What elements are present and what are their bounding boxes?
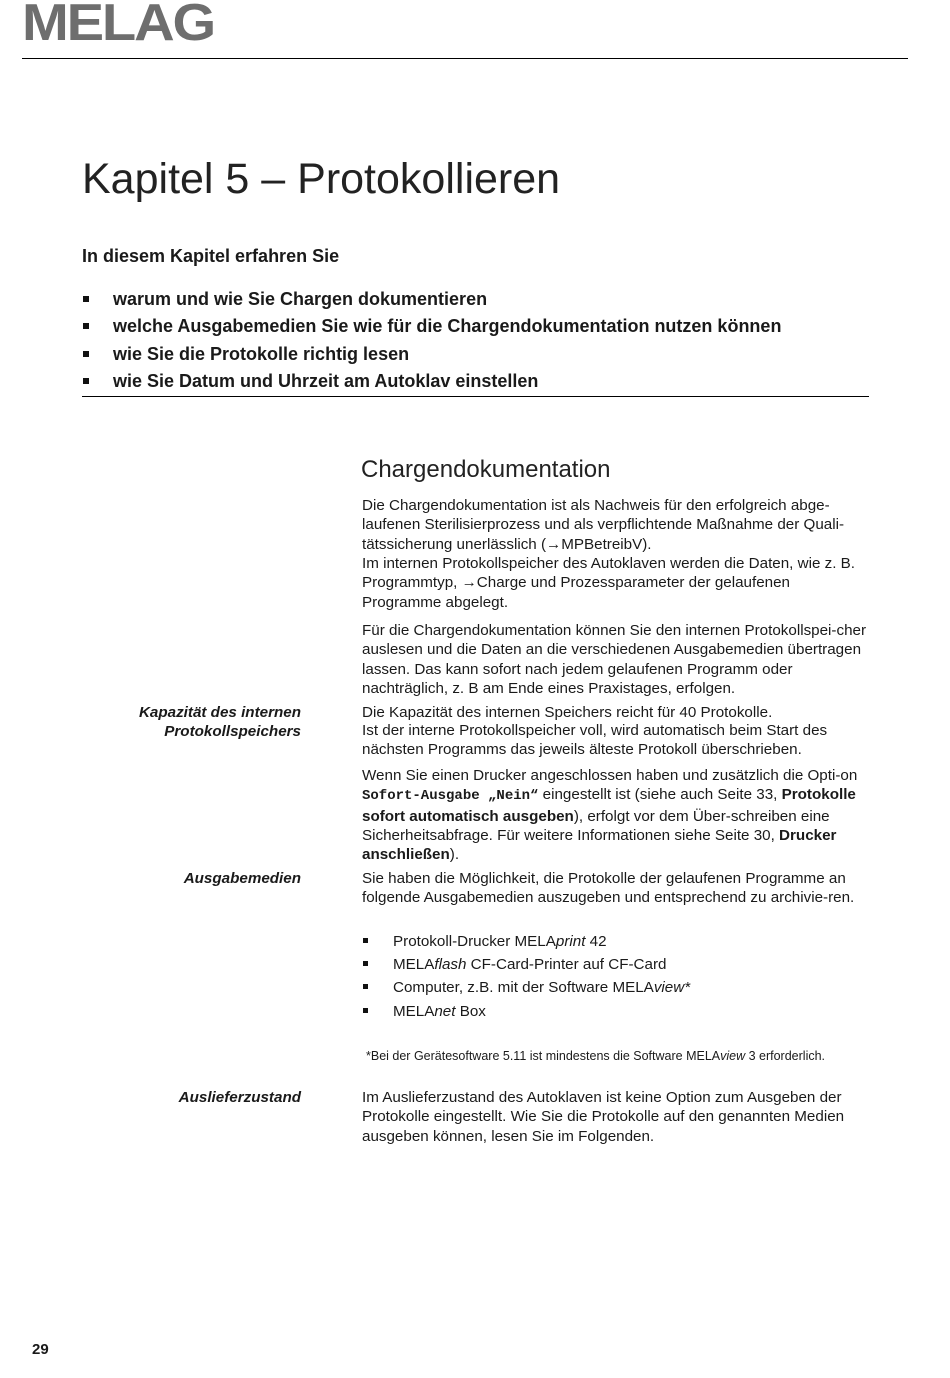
option-code: Sofort-Ausgabe „Nein“ [362, 788, 539, 805]
media-list-item: MELAflash CF-Card-Printer auf CF-Card [362, 953, 690, 976]
header-divider [22, 58, 908, 59]
intro-list-item: warum und wie Sie Chargen dokumentieren [82, 286, 781, 313]
section-paragraph-3: Für die Chargendokumentation können Sie den internen Protokollspei-cher auslesen und die Daten an die verschiedenen Ausgabemedien übertragen lassen. Das kann sofort nach jedem gelaufenen Programm oder nachträglich, z. B am Ende eines Praxistages, erfolgen. [362, 622, 867, 697]
delivery-paragraph: Im Auslieferzustand des Autoklaven ist keine Option zum Ausgeben der Protokolle eingestellt. Wie Sie die Protokolle auf den genannten Medien ausgeben können, lesen Sie im Folgenden. [362, 1089, 845, 1145]
square-bullet-icon [363, 1008, 368, 1013]
media-list-item: Protokoll-Drucker MELAprint 42 [362, 930, 690, 953]
capacity-paragraph-2: Ist der interne Protokollspeicher voll, wird automatisch beim Start des nächsten Programms das jeweils älteste Protokoll überschrieben. [362, 722, 828, 759]
capacity-paragraph-3: Wenn Sie einen Drucker angeschlossen haben und zusätzlich die Opti-on Sofort-Ausgabe „Nein“ eingestellt ist (siehe auch Seite 33, Protokolle sofort automatisch ausgeben), erfolgt vor dem Über-schreiben eine Sicherheitsabfrage. Für weitere Informationen siehe Seite 30, Drucker anschließen). [362, 767, 858, 864]
square-bullet-icon [83, 296, 89, 302]
intro-heading: In diesem Kapitel erfahren Sie [82, 246, 340, 266]
media-list-item: MELAnet Box [362, 1000, 690, 1023]
cross-reference: Protokolle sofort automatisch ausgeben [362, 786, 856, 825]
melag-logo: MELAG [22, 0, 214, 52]
intro-list-item: welche Ausgabemedien Sie wie für die Chargendokumentation nutzen können [82, 313, 781, 340]
section-paragraph-1: Die Chargendokumentation ist als Nachweis für den erfolgreich abge-laufenen Sterilisierprozess und als verpflichtende Maßnahme der Quali-tätssicherung unerlässlich (→MPBetreibV). [362, 497, 845, 553]
square-bullet-icon [363, 984, 368, 989]
media-label: Ausgabemedien [183, 870, 301, 887]
square-bullet-icon [363, 938, 368, 943]
media-list-item: Computer, z.B. mit der Software MELAview* [362, 976, 690, 999]
capacity-paragraph-1: Die Kapazität des internen Speichers reicht für 40 Protokolle. [362, 704, 773, 721]
section-paragraph-2: Im internen Protokollspeicher des Autoklaven werden die Daten, wie z. B. Programmtyp, →Charge und Prozessparameter der gelaufenen Programme abgelegt. [362, 555, 856, 611]
footnote: *Bei der Gerätesoftware 5.11 ist mindestens die Software MELAview 3 erforderlich. [366, 1049, 826, 1063]
section-title: Chargendokumentation [361, 456, 611, 483]
square-bullet-icon [83, 323, 89, 329]
square-bullet-icon [363, 961, 368, 966]
intro-list [82, 286, 781, 395]
intro-list-item: wie Sie die Protokolle richtig lesen [82, 341, 781, 368]
media-intro: Sie haben die Möglichkeit, die Protokolle der gelaufenen Programme an folgende Ausgabemedien auszugeben und entsprechend zu archivie-ren. [362, 870, 855, 907]
square-bullet-icon [83, 378, 89, 384]
capacity-label: Kapazität des internen Protokollspeichers [138, 704, 301, 741]
intro-list-item: wie Sie Datum und Uhrzeit am Autoklav einstellen [82, 368, 781, 395]
page-number: 29 [32, 1341, 49, 1358]
delivery-label: Auslieferzustand [178, 1089, 301, 1106]
intro-divider [82, 396, 869, 397]
square-bullet-icon [83, 351, 89, 357]
media-list [362, 930, 690, 1023]
cross-reference: Drucker anschließen [362, 826, 837, 864]
chapter-title: Kapitel 5 – Protokollieren [82, 155, 561, 203]
